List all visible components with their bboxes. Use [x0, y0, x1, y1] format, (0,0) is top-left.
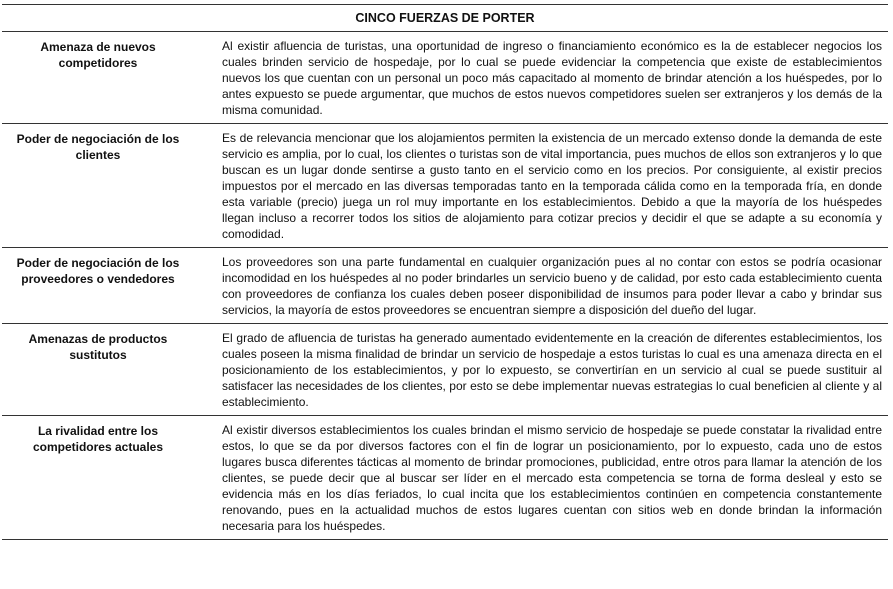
- table-row: [2, 124, 888, 248]
- table-row: [2, 248, 888, 324]
- row-label: Amenazas de productos sustitutos: [2, 324, 194, 416]
- row-description: Es de relevancia mencionar que los alojamientos permiten la existencia de un mercado extenso donde la demanda de este servicio es amplia, por lo cual, los clientes o turistas son de vital importancia, pues muchos de ellos son extranjeros y lo que buscan es un lugar donde sentirse a gusto tanto en el servicio como en los precios. Por consiguiente, al existir precios impuestos por el mercado en las diversas temporadas tanto en la temporada cálida como en la temporada fría, en donde esta variable (precio) juega un rol muy importante en los establecimientos. Debido a que la mayoría de los huéspedes llegan incluso a recorrer todos los sitios de alojamiento para cotizar precios y decidir el que se adapte a su economía y comodidad.: [194, 124, 888, 248]
- porter-forces-table: [2, 4, 888, 540]
- row-description: Al existir diversos establecimientos los cuales brindan el mismo servicio de hospedaje se puede constatar la rivalidad entre estos, lo que se da por diversos factores con el fin de lograr un posicionamiento, por lo expuesto, cada uno de estos lugares busca diferentes tácticas al momento de brindar promociones, publicidad, entre otros para llamar la atención de los clientes, se puede decir que al buscar ser líder en el mercado esta competencia se torna de forma desleal y esto se evidencia más en los días feriados, lo cual incita que los establecimientos continúen en competencia constantemente renovando, pues en la actualidad muchos de estos lugares cuentan con sitios web en donde brindan la información necesaria para los huéspedes.: [194, 416, 888, 540]
- table-title: CINCO FUERZAS DE PORTER: [2, 5, 888, 32]
- table-row: [2, 324, 888, 416]
- row-label: Amenaza de nuevos competidores: [2, 32, 194, 124]
- table-header-row: [2, 5, 888, 32]
- row-description: Al existir afluencia de turistas, una oportunidad de ingreso o financiamiento económico es la de establecer negocios los cuales brinden servicio de hospedaje, por lo cual se puede evidenciar la competencia que existe de establecimientos nuevos los que cuentan con un personal un poco más capacitado al momento de brindar atención a los huéspedes, por lo antes expuesto se puede argumentar, que muchos de estos nuevos competidores suelen ser extranjeros y los demás de la misma comunidad.: [194, 32, 888, 124]
- row-label: Poder de negociación de los proveedores o vendedores: [2, 248, 194, 324]
- row-label: La rivalidad entre los competidores actuales: [2, 416, 194, 540]
- table-row: [2, 416, 888, 540]
- row-description: Los proveedores son una parte fundamental en cualquier organización pues al no contar con estos se podría ocasionar incomodidad en los huéspedes al no poder brindarles un servicio bueno y de calidad, por esto cada establecimiento cuenta con proveedores de confianza los cuales deben poseer disponibilidad de insumos para poder llevar a cabo y brindar sus servicios, la mayoría de estos proveedores se encuentran siempre a disposición del dueño del lugar.: [194, 248, 888, 324]
- row-description: El grado de afluencia de turistas ha generado aumentado evidentemente en la creación de diferentes establecimientos, los cuales poseen la misma finalidad de brindar un servicio de hospedaje a estos turistas lo cual es una amenaza directa en el posicionamiento de los establecimientos, y por lo expuesto, se convertirían en un servicio al cual se puede sustituir al satisfacer las necesidades de los clientes, por esto se debe implementar nuevas estrategias lo cual beneficien al cliente y al establecimiento.: [194, 324, 888, 416]
- table-row: [2, 32, 888, 124]
- row-label: Poder de negociación de los clientes: [2, 124, 194, 248]
